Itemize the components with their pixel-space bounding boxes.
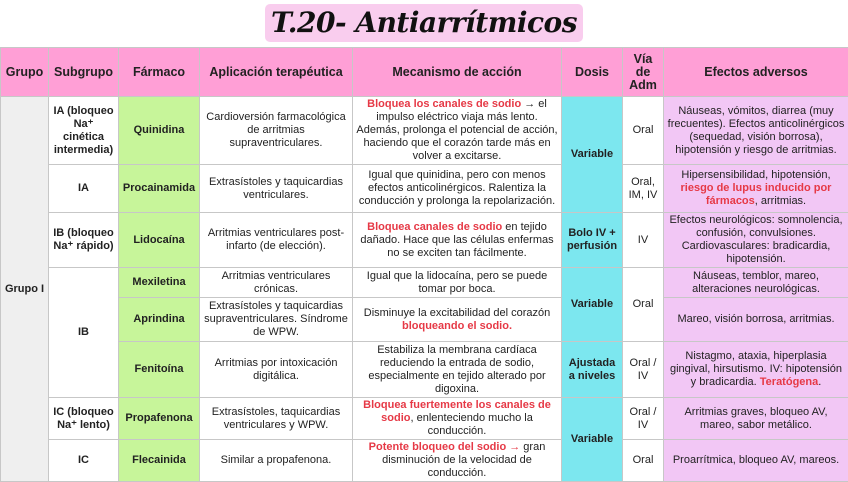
efectos-highlight: riesgo de lupus inducido por fármacos <box>681 182 832 207</box>
mecanismo-text: Disminuye la excitabilidad del corazón <box>364 307 550 319</box>
farmaco-cell: Propafenona <box>119 398 200 440</box>
header-grupo: Grupo <box>1 48 49 97</box>
header-efectos: Efectos adversos <box>664 48 848 97</box>
efectos-text: Nistagmo, ataxia, hiperplasia gingival, hirsutismo. IV: hipotensión y bradicardia. <box>670 350 842 388</box>
mecanismo-text: → el impulso eléctrico viaja más lento. Además, prolonga el potencial de acción, haciendo que el corazón tarde más en volver a excitarse. <box>356 98 557 162</box>
subgrupo-cell: IA <box>49 165 119 213</box>
aplicacion-cell: Extrasístoles y taquicardias ventriculares. <box>200 165 353 213</box>
mecanismo-cell <box>353 440 562 482</box>
header-dosis: Dosis <box>562 48 623 97</box>
via-cell: IV <box>623 213 664 268</box>
aplicacion-cell: Arritmias ventriculares post-infarto (de elección). <box>200 213 353 268</box>
header-row <box>1 48 848 97</box>
mecanismo-cell <box>353 398 562 440</box>
mecanismo-highlight: Bloquea canales de sodio <box>367 221 502 233</box>
dosis-cell: Variable <box>562 398 623 482</box>
grupo-cell: Grupo I <box>1 97 49 482</box>
efectos-text: Hipersensibilidad, hipotensión, <box>681 169 830 181</box>
efectos-cell: Efectos neurológicos: somnolencia, confusión, convulsiones. Cardiovasculares: bradicardia, hipotensión. <box>664 213 848 268</box>
subgrupo-cell: IC <box>49 440 119 482</box>
title-bar <box>0 4 848 44</box>
subgrupo-cell: IA (bloqueo Na⁺ cinética intermedia) <box>49 97 119 165</box>
header-subgrupo: Subgrupo <box>49 48 119 97</box>
mecanismo-text: gran disminución de la velocidad de conducción. <box>382 441 545 479</box>
aplicacion-cell: Cardioversión farmacológica de arritmias supraventriculares. <box>200 97 353 165</box>
table-row <box>1 298 848 342</box>
via-cell: Oral <box>623 268 664 342</box>
farmaco-cell: Lidocaína <box>119 213 200 268</box>
table-row <box>1 398 848 440</box>
aplicacion-cell: Extrasístoles, taquicardias ventriculares y WPW. <box>200 398 353 440</box>
aplicacion-cell: Arritmias por intoxicación digitálica. <box>200 342 353 398</box>
dosis-cell: Variable <box>562 268 623 342</box>
subgrupo-cell: IB <box>49 268 119 398</box>
farmaco-cell: Aprindina <box>119 298 200 342</box>
aplicacion-cell: Arritmias ventriculares crónicas. <box>200 268 353 298</box>
mecanismo-text: en tejido dañado. Hace que las células enfermas no se exciten tan fácilmente. <box>360 221 553 259</box>
dosis-cell: Bolo IV + perfusión <box>562 213 623 268</box>
dosis-cell: Variable <box>562 97 623 213</box>
farmaco-cell: Mexiletina <box>119 268 200 298</box>
farmaco-cell: Flecainida <box>119 440 200 482</box>
table-row <box>1 440 848 482</box>
efectos-cell: Mareo, visión borrosa, arritmias. <box>664 298 848 342</box>
farmaco-cell: Fenitoína <box>119 342 200 398</box>
efectos-cell <box>664 342 848 398</box>
table-row <box>1 268 848 298</box>
farmaco-cell: Quinidina <box>119 97 200 165</box>
subgrupo-cell: IC (bloqueo Na⁺ lento) <box>49 398 119 440</box>
header-mecanismo: Mecanismo de acción <box>353 48 562 97</box>
mecanismo-highlight: Bloquea los canales de sodio <box>367 98 521 110</box>
dosis-cell: Ajustada a niveles <box>562 342 623 398</box>
aplicacion-cell: Similar a propafenona. <box>200 440 353 482</box>
efectos-text: Náuseas, vómitos, diarrea (muy frecuentes). Efectos anticolinérgicos (sequedad, visión borrosa), hipotensión y riesgo de arritmias. <box>668 105 845 156</box>
mecanismo-text: , enlenteciendo mucho la conducción. <box>411 412 533 437</box>
farmaco-cell: Procainamida <box>119 165 200 213</box>
mecanismo-cell <box>353 213 562 268</box>
header-farmaco: Fármaco <box>119 48 200 97</box>
efectos-cell: Proarrítmica, bloqueo AV, mareos. <box>664 440 848 482</box>
table-row <box>1 97 848 165</box>
efectos-text: , arritmias. <box>755 195 806 207</box>
via-cell: Oral / IV <box>623 342 664 398</box>
efectos-cell <box>664 97 848 165</box>
mecanismo-highlight: Bloquea fuertemente los canales de sodio <box>363 399 551 424</box>
header-aplicacion: Aplicación terapéutica <box>200 48 353 97</box>
efectos-cell <box>664 165 848 213</box>
antiarrhythmics-table <box>0 47 848 482</box>
efectos-text: . <box>818 376 821 388</box>
efectos-highlight: Teratógena <box>760 376 818 388</box>
via-cell: Oral <box>623 440 664 482</box>
table-row <box>1 165 848 213</box>
mecanismo-cell: Igual que quinidina, pero con menos efectos anticolinérgicos. Ralentiza la conducción y prolonga la repolarización. <box>353 165 562 213</box>
mecanismo-cell <box>353 298 562 342</box>
table-row <box>1 342 848 398</box>
via-cell: Oral <box>623 97 664 165</box>
efectos-cell: Arritmias graves, bloqueo AV, mareo, sabor metálico. <box>664 398 848 440</box>
mecanismo-highlight: Potente bloqueo del sodio → <box>369 441 521 453</box>
via-cell: Oral, IM, IV <box>623 165 664 213</box>
mecanismo-cell <box>353 97 562 165</box>
subgrupo-cell: IB (bloqueo Na⁺ rápido) <box>49 213 119 268</box>
mecanismo-cell: Estabiliza la membrana cardíaca reduciendo la entrada de sodio, especialmente en tejido alterado por digoxina. <box>353 342 562 398</box>
mecanismo-highlight: bloqueando el sodio. <box>402 320 512 332</box>
page-title: T.20- Antiarrítmicos <box>265 4 583 42</box>
header-via: Vía de Adm <box>623 48 664 97</box>
aplicacion-cell: Extrasístoles y taquicardias supraventriculares. Síndrome de WPW. <box>200 298 353 342</box>
mecanismo-cell: Igual que la lidocaína, pero se puede tomar por boca. <box>353 268 562 298</box>
via-cell: Oral / IV <box>623 398 664 440</box>
efectos-cell: Náuseas, temblor, mareo, alteraciones neurológicas. <box>664 268 848 298</box>
table-row <box>1 213 848 268</box>
